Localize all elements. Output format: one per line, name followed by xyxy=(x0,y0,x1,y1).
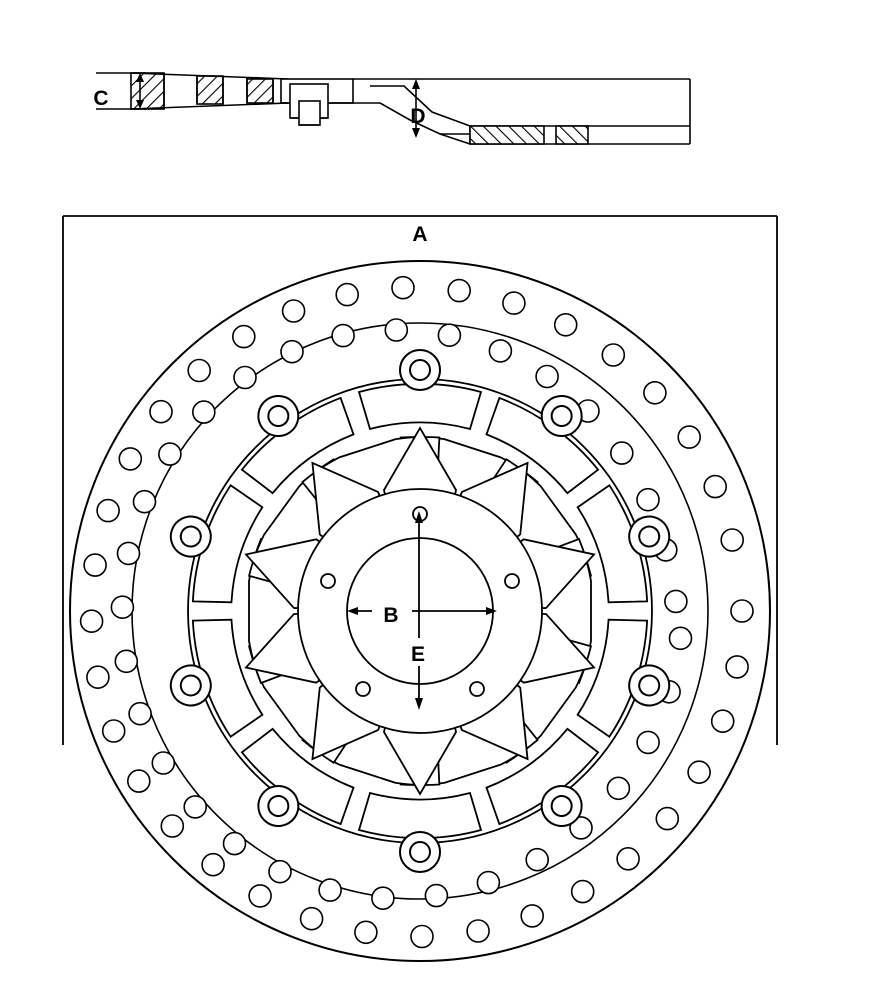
cross-section-view xyxy=(93,73,690,144)
label-a: A xyxy=(412,223,428,246)
label-c: C xyxy=(93,87,109,110)
section-hub xyxy=(281,79,353,125)
label-b: B xyxy=(383,604,399,627)
label-d: D xyxy=(410,105,426,128)
section-right-flange xyxy=(470,126,588,144)
label-e: E xyxy=(410,643,426,666)
